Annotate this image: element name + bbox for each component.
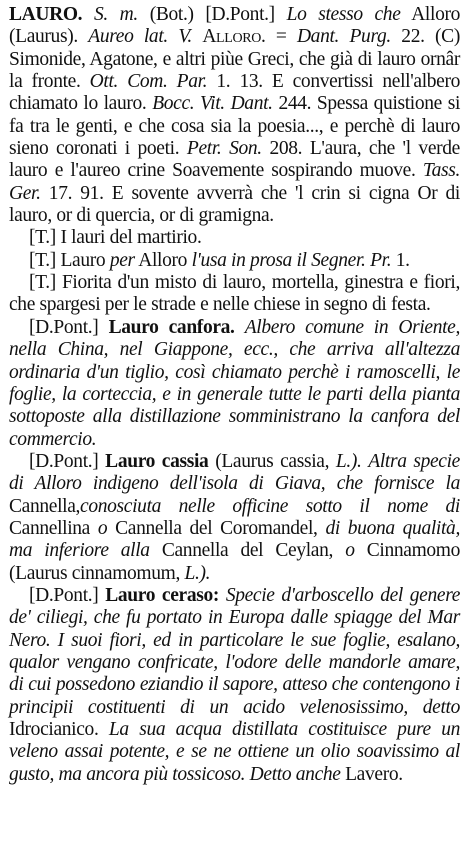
sense-text: Cinnamomo (Laurus cinnamomum, bbox=[9, 540, 460, 584]
sense-text: I lauri del martirio. bbox=[60, 227, 202, 249]
sense-text: Fiorita d'un misto di lauro, mortella, ginestra e fiori, che spargesi per le strade e nelle chiese in segno di festa. bbox=[9, 272, 460, 316]
citation-author: Petr. Son. bbox=[186, 138, 262, 160]
subentry-term: Lauro ceraso: bbox=[105, 584, 220, 606]
entry-lauro bbox=[9, 4, 460, 227]
citation-text: 17. 91. E sovente avverrà che 'l crin si cigna Or di lauro, or di quercia, or di gramigna. bbox=[9, 182, 460, 227]
sense-fiorita bbox=[9, 272, 460, 317]
sense-lauro-canfora bbox=[9, 317, 460, 451]
citation-text: 208. L'aura, che 'l verde lauro e l'aureo crine Soavemente sospirando muove. bbox=[9, 138, 460, 182]
citation-author: Dant. Purg. bbox=[296, 26, 391, 48]
source-tag: (Bot.) [D.Pont.] bbox=[149, 4, 275, 25]
sense-text: Idrocianico. bbox=[9, 719, 99, 740]
latin-note: Aureo lat. V. bbox=[88, 26, 192, 48]
sense-italic: conosciuta nelle officine sotto il nome di bbox=[80, 495, 460, 517]
sense-italic: La sua acqua distillata costituisce pure un veleno assai potente, e se ne ottiene un olio soavissimo al gusto, ma ancora più tossicoso. Detto anche bbox=[9, 719, 461, 785]
sense-italic: o bbox=[345, 540, 355, 562]
sense-text: Alloro bbox=[138, 249, 188, 271]
grammar-label: S. m. bbox=[93, 4, 138, 25]
latin-author: L.). bbox=[184, 562, 211, 584]
citation-author: Bocc. Vit. Dant. bbox=[152, 93, 273, 115]
source-tag: [D.Pont.] bbox=[29, 450, 99, 472]
sense-italic: di buona qualità, ma inferiore alla bbox=[9, 517, 460, 562]
sense-italic: per bbox=[109, 249, 135, 271]
source-tag: [T.] bbox=[29, 227, 56, 249]
sense-text: Cannellina bbox=[9, 517, 90, 539]
latin-author: L.). bbox=[335, 450, 362, 472]
sense-text: Lauro bbox=[60, 249, 106, 271]
sense-italic: Altra specie di Alloro indigeno dell'isola di Giava, che fornisce la bbox=[9, 450, 460, 495]
source-tag: [T.] bbox=[29, 272, 56, 294]
cross-reference: Alloro. bbox=[202, 26, 266, 48]
sense-text: Cannella del Coromandel, bbox=[115, 517, 318, 539]
sense-text: Lavero. bbox=[345, 763, 403, 785]
subentry-term: Lauro cassia bbox=[105, 450, 209, 472]
sense-text: 1. bbox=[395, 249, 410, 271]
sense-lauro-ceraso bbox=[9, 585, 460, 786]
sense-italic: o bbox=[97, 517, 108, 539]
sense-text: Cannella, bbox=[9, 495, 81, 517]
citation-text: 22. (C) Simonide, Agatone, e altri piùe Greci, che già di lauro ornâr la fronte. bbox=[9, 26, 460, 93]
citation-author: Tass. Ger. bbox=[9, 160, 460, 204]
citation-text: 244. Spessa quistione si fa tra le genti, e che cosa sia la poesia..., e perchè di lauro sieno coronati i poeti. bbox=[9, 93, 461, 160]
sense-italic: l'usa in prosa il Segner. Pr. bbox=[191, 249, 392, 271]
sense-text: Cannella del Ceylan, bbox=[161, 540, 334, 562]
sense-italic: Specie d'arboscello del genere de' ciliegi, che fu portato in Europa dalle spiagge del Mar Nero. I suoi fiori, ed in particolare le sue foglie, esalano, qualor vengano confricate, l'odore delle mandorle amare, di cui possedono eziandio il sapore, atteso che contengono i principii costituenti di un acido velenosissimo, detto bbox=[9, 584, 461, 718]
definition-text: Alloro (Laurus). bbox=[9, 4, 461, 48]
source-tag: [T.] bbox=[29, 249, 56, 271]
citation-separator: = bbox=[275, 26, 287, 48]
headword: LAURO. bbox=[9, 4, 83, 25]
source-tag: [D.Pont.] bbox=[29, 584, 99, 606]
subentry-term: Lauro canfora. bbox=[108, 316, 235, 338]
latin-name: (Laurus cassia, bbox=[215, 450, 330, 472]
citation-author: Ott. Com. Par. bbox=[89, 71, 208, 93]
definition-italic: Lo stesso che bbox=[286, 4, 401, 25]
sense-segner bbox=[9, 250, 460, 272]
source-tag: [D.Pont.] bbox=[29, 316, 99, 338]
sense-martirio bbox=[9, 227, 460, 249]
sense-italic: Albero comune in Oriente, nella China, nel Giappone, ecc., che arriva all'altezza ordinaria d'un tiglio, così chiamato perchè i ramoscelli, le foglie, la corteccia, e in generale tutte le parti della pianta sottoposte alla distillazione somministrano la canfora del commercio. bbox=[9, 316, 461, 450]
citation-text: 1. 13. E convertissi nell'albero chiamato lo lauro. bbox=[9, 71, 461, 115]
sense-lauro-cassia bbox=[9, 451, 460, 585]
